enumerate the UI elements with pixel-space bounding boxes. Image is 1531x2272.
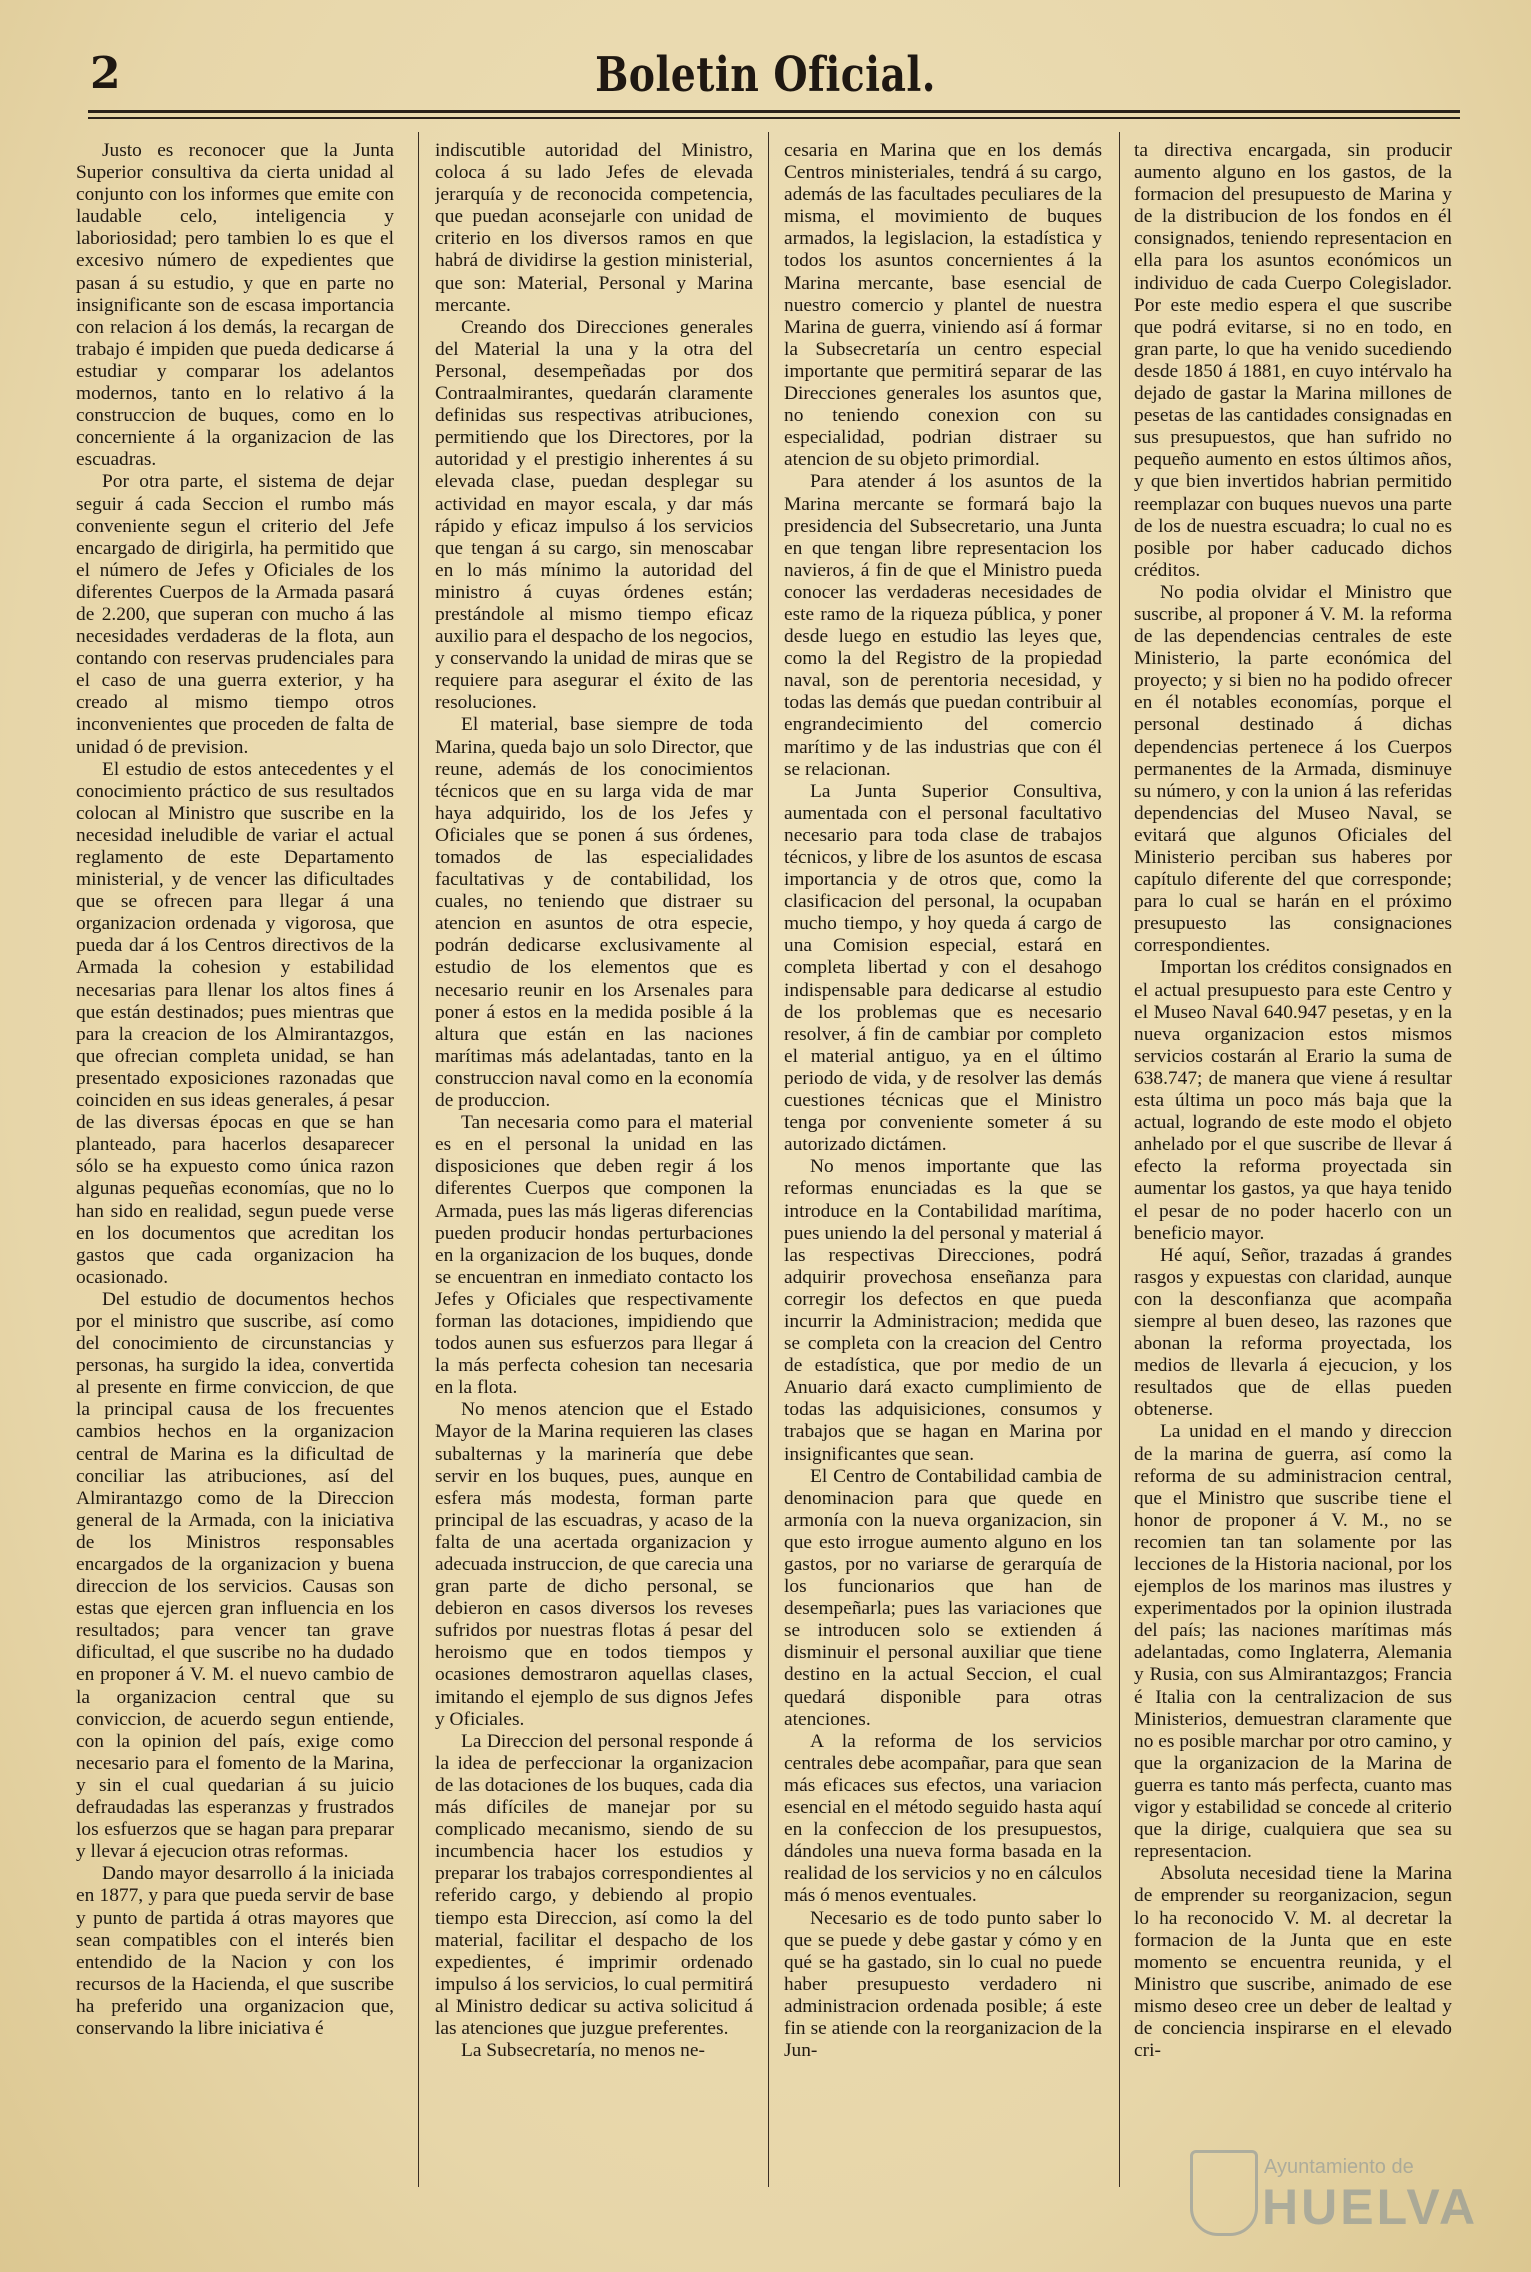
paragraph: La Subsecretaría, no menos ne- [461,2040,705,2062]
paragraph: Absoluta necesidad tiene la Marina de emprender su reorganizacion, segun lo ha reconocido V. M. al decretar la formacion de la Junta que en este momento se encuentra reunida, y el Ministro que suscribe, animado de ese mismo deseo cree un deber de lealtad y de conciencia inspirarse en el elevado cri- [1134,1863,1452,2062]
paragraph: indiscutible autoridad del Ministro, coloca á su lado Jefes de elevada jerarquía y de reconocida competencia, que puedan aconsejarle con unidad de criterio en los diversos ramos en que habrá de dividirse la gestion ministerial, que son: Material, Personal y Marina mercante. [435,140,753,316]
paragraph: Justo es reconocer que la Junta Superior consultiva da cierta unidad al conjunto con los informes que emite con laudable celo, inteligencia y laboriosidad; pero tambien lo es que el excesivo número de expedientes que pasan á su estudio, y que en parte no insignificante son de escasa importancia con relacion á los demás, la recargan de trabajo é impiden que pueda dedicarse á estudiar y comparar los adelantos modernos, tanto en lo relativo á la construccion de buques, como en lo concerniente á la organizacion de las escuadras. [76,140,394,471]
paragraph: Hé aquí, Señor, trazadas á grandes rasgos y expuestas con claridad, aunque con la desconfianza que acompaña siempre al buen deseo, las razones que abonan la reforma proyectada, los medios de llevarla á ejecucion, y los resultados que de ellas pueden obtenerse. [1134,1244,1452,1421]
paragraph: La unidad en el mando y direccion de la marina de guerra, así como la reforma de su administracion central, que el Ministro que suscribe tiene el honor de proponer á V. M., no se recomien tan tan solamente por las lecciones de la Historia nacional, por los ejemplos de los marinos mas ilustres y experimentados por la opinion ilustrada del país; las naciones marítimas más adelantadas, como Inglaterra, Alemania y Rusia, con sus Almirantazgos; Francia é Italia con la centralizacion de sus Ministerios, demuestran claramente que no es posible marchar por otro camino, y que la organizacion de la Marina de guerra es tanto más perfecta, cuanto mas vigor y estabilidad se concede al criterio que la dirige, cualquiera que sea su representacion. [1134,1421,1452,1863]
column-separator [418,132,419,2187]
paragraph: No menos atencion que el Estado Mayor de la Marina requieren las clases subalternas y la marinería que debe servir en los buques, pues, aunque en esfera más modesta, forman parte principal de las escuadras, y acaso de la falta de una acertada organizacion y adecuada instruccion, de que carecia una gran parte de dicho personal, se debieron en casos diversos los reveses sufridos por nuestras flotas á pesar del heroismo que en todos tiempos y ocasiones demostraron aquellas clases, imitando el ejemplo de sus dignos Jefes y Oficiales. [435,1399,753,1730]
text-column-3 [784,140,1102,2185]
column-separator [1119,132,1120,2187]
paragraph: Para atender á los asuntos de la Marina mercante se formará bajo la presidencia del Subsecretario, una Junta en que tengan libre representacion los navieros, á fin de que el Ministro pueda conocer las verdaderas necesidades de este ramo de la riqueza pública, y poner desde luego en estudio las leyes que, como la del Registro de la propiedad naval, son de perentoria necesidad, y todas las demás que puedan contribuir al engrandecimiento del comercio marítimo y de las industrias que con él se relacionan. [784,471,1102,780]
paragraph: El Centro de Contabilidad cambia de denominacion para que quede en armonía con la nueva organizacion, sin que esto irrogue aumento alguno en los gastos, por no variarse de gerarquía de los funcionarios que han de desempeñarla; pues las variaciones que se introducen solo se extienden á disminuir el personal auxiliar que tiene destino en la actual Seccion, el cual quedará disponible para otras atenciones. [784,1465,1102,1730]
paragraph: El material, base siempre de toda Marina, queda bajo un solo Director, que reune, además de los conocimientos técnicos que en su larga vida de mar haya adquirido, los de los Jefes y Oficiales que se ponen á sus órdenes, tomados de las especialidades facultativas y de contabilidad, los cuales, no teniendo que distraer su atencion en asuntos de otra especie, podrán dedicarse exclusivamente al estudio de los elementos que es necesario reunir en los Arsenales para poner á estos en la medida posible á la altura que están en las naciones marítimas más adelantadas, tanto en la construccion naval como en la economía de produccion. [435,714,753,1112]
paragraph: El estudio de estos antecedentes y el conocimiento práctico de sus resultados colocan al Ministro que suscribe en la necesidad ineludible de variar el actual reglamento de este Departamento ministerial, y de vencer las dificultades que se ofrecen para llegar á una organizacion ordenada y vigorosa, que pueda dar á los Centros directivos de la Armada la cohesion y estabilidad necesarias para llenar los altos fines á que están destinados; pues mientras que para la creacion de los Almirantazgos, que ofrecian completa unidad, se han presentado exposiciones razonadas que coinciden en sus ideas generales, á pesar de las diversas épocas en que se han planteado, para hacerlos desaparecer sólo se ha expuesto como única razon algunas pequeñas economías, que no lo han sido en realidad, segun puede verse en los documentos que acreditan los gastos que cada organizacion ha ocasionado. [76,758,394,1288]
paragraph: No menos importante que las reformas enunciadas es la que se introduce en la Contabilidad marítima, pues uniendo la del personal y material á las respectivas Direcciones, podrá adquirir provechosa enseñanza para corregir los defectos en que pueda incurrir la Administracion; medida que se completa con la creacion del Centro de estadística, que por medio de un Anuario dará exacto cumplimiento de todas las adquisiciones, consumos y trabajos que se hagan en Marina por insignificantes que sean. [784,1156,1102,1465]
text-column-2 [435,140,753,2185]
paragraph: Tan necesaria como para el material es en el personal la unidad en las disposiciones que deben regir á los diferentes Cuerpos que componen la Armada, pues las más ligeras diferencias pueden producir hondas perturbaciones en la organizacion de los buques, donde se encuentran en inmediato contacto los Jefes y Oficiales que respectivamente forman las dotaciones, impidiendo que todos aunen sus esfuerzos para llegar á la más perfecta cohesion tan necesaria en la flota. [435,1112,753,1399]
masthead-title: Boletin Oficial. [595,47,936,103]
paragraph: Creando dos Direcciones generales del Material la una y la otra del Personal, desempeñadas por dos Contraalmirantes, quedarán claramente definidas sus respectivas atribuciones, permitiendo que los Directores, por la autoridad y el prestigio inherentes á su elevada clase, puedan desplegar su actividad en mayor escala, y dar más rápido y eficaz impulso á los servicios que tengan á su cargo, sin menoscabar en lo más mínimo la autoridad del ministro á cuyas órdenes están; prestándole al mismo tiempo eficaz auxilio para el despacho de los negocios, y conservando la unidad de miras que se requiere para asegurar el éxito de las resoluciones. [435,316,753,714]
paragraph: Por otra parte, el sistema de dejar seguir á cada Seccion el rumbo más conveniente segun el criterio del Jefe encargado de dirigirla, ha permitido que el número de Jefes y Oficiales de los diferentes Cuerpos de la Armada pasará de 2.200, que superan con mucho á las necesidades verdaderas de la flota, aun contando con reservas prudenciales para el caso de una guerra exterior, y ha creado al mismo tiempo otros inconvenientes que proceden de falta de unidad ó de prevision. [76,471,394,758]
text-column-4 [1134,140,1452,2185]
coat-of-arms-icon [1190,2150,1258,2236]
paragraph: Dando mayor desarrollo á la iniciada en 1877, y para que pueda servir de base y punto de partida á otras mayores que sean compatibles con el interés bien entendido de la Nacion y con los recursos de la Hacienda, el que suscribe ha preferido una organizacion que, conservando la libre iniciativa é [76,1863,394,2039]
watermark-big-text: HUELVA [1262,2179,1479,2235]
paragraph: La Direccion del personal responde á la idea de perfeccionar la organizacion de las dotaciones de los buques, cada dia más difíciles de manejar por su complicado mecanismo, siendo de su incumbencia hacer los estudios y preparar los trabajos correspondientes al referido cargo, y debiendo al propio tiempo esta Direccion, así como la del material, facilitar el despacho de los expedientes, é imprimir ordenado impulso á los servicios, lo cual permitirá al Ministro dedicar su activa solicitud á las atenciones que juzgue preferentes. [435,1730,753,2039]
archive-watermark [1190,2150,1480,2240]
header-rule-thin [88,117,1460,119]
watermark-small-text: Ayuntamiento de [1264,2156,1414,2178]
paragraph: Del estudio de documentos hechos por el ministro que suscribe, así como del conocimiento de circunstancias y personas, ha surgido la idea, convertida al presente en firme conviccion, de que la principal causa de los frecuentes cambios hechos en la organizacion central de Marina es la dificultad de conciliar las atribuciones, así del Almirantazgo como de la Direccion general de la Armada, con la iniciativa de los Ministros responsables encargados de la organizacion y buena direccion de los servicios. Causas son estas que ejercen gran influencia en los resultados; para vencer tan grave dificultad, el que suscribe no ha dudado en proponer á V. M. el nuevo cambio de la organizacion central que su conviccion, de acuerdo segun entiende, con la opinion del país, exige como necesario para el fomento de la Marina, y sin el cual quedarian á su juicio defraudadas las esperanzas y frustrados los esfuerzos que se hagan para preparar y llevar á ejecucion otras reformas. [76,1288,394,1863]
paragraph: cesaria en Marina que en los demás Centros ministeriales, tendrá á su cargo, además de las facultades peculiares de la misma, el movimiento de buques armados, la legislacion, la estadística y todos los asuntos concernientes á la Marina mercante, base esencial de nuestro comercio y plantel de nuestra Marina de guerra, viniendo así á formar la Subsecretaría un centro especial importante que permitirá separar de las Direcciones generales los asuntos que, no teniendo conexion con su especialidad, podrian distraer su atencion de su objeto primordial. [784,140,1102,471]
paragraph: No podia olvidar el Ministro que suscribe, al proponer á V. M. la reforma de las dependencias centrales de este Ministerio, la parte económica del proyecto; y si bien no ha podido ofrecer en él notables economías, porque el personal destinado á dichas dependencias pertenece á los Cuerpos permanentes de la Armada, disminuye su número, y con la union á las referidas dependencias del Museo Naval, se evitará que algunos Oficiales del Ministerio perciban sus haberes por capítulo diferente del que corresponde; para lo cual se harán en el próximo presupuesto las consignaciones correspondientes. [1134,581,1452,957]
column-separator [768,132,769,2187]
paragraph: Importan los créditos consignados en el actual presupuesto para este Centro y el Museo Naval 640.947 pesetas, y en la nueva organizacion estos mismos servicios costarán al Erario la suma de 638.747; de manera que viene á resultar esta última un poco más baja que la actual, logrando de este modo el objeto anhelado por el que suscribe de llevar á efecto la reforma proyectada sin aumentar los gastos, ya que haya tenido el pesar de no poder hacerlo con un beneficio mayor. [1134,957,1452,1244]
text-column-1 [76,140,394,2185]
paragraph: Necesario es de todo punto saber lo que se puede y debe gastar y cómo y en qué se ha gastado, sin lo cual no puede haber presupuesto verdadero ni administracion ordenada posible; á este fin se atiende con la reorganizacion de la Jun- [784,1907,1102,2062]
header-rule [88,110,1460,113]
page-number: 2 [90,48,121,99]
paragraph: La Junta Superior Consultiva, aumentada con el personal facultativo necesario para toda clase de trabajos técnicos, y libre de los asuntos de escasa importancia y de otros que, como la clasificacion del personal, la ocupaban mucho tiempo, y hoy queda á cargo de una Comision especial, estará en completa libertad y con el desahogo indispensable para dedicarse al estudio de los problemas que es necesario resolver, á fin de cambiar por completo el material antiguo, ya en el último periodo de vida, y de resolver las demás cuestiones técnicas que el Ministro tenga por conveniente someter á su autorizado dictámen. [784,780,1102,1156]
paragraph: A la reforma de los servicios centrales debe acompañar, para que sean más eficaces sus efectos, una variacion esencial en el método seguido hasta aquí en la confeccion de los presupuestos, dándoles una nueva forma basada en la realidad de los servicios y no en cálculos más ó menos eventuales. [784,1730,1102,1907]
paragraph: ta directiva encargada, sin producir aumento alguno en los gastos, de la formacion del presupuesto de Marina y de la distribucion de los fondos en él consignados, teniendo representacion en ella para los asuntos económicos un individuo de cada Cuerpo Colegislador. Por este medio espera el que suscribe que podrá evitarse, si no en todo, en gran parte, lo que ha venido sucediendo desde 1850 á 1881, en cuyo intérvalo ha dejado de gastar la Marina millones de pesetas de las cantidades consignadas en sus presupuestos, que han sufrido no pequeño aumento en estos últimos años, y que bien invertidos habrian permitido reemplazar con buques nuevos una parte de los de nuestra escuadra; lo cual no es posible por haber caducado dichos créditos. [1134,140,1452,581]
